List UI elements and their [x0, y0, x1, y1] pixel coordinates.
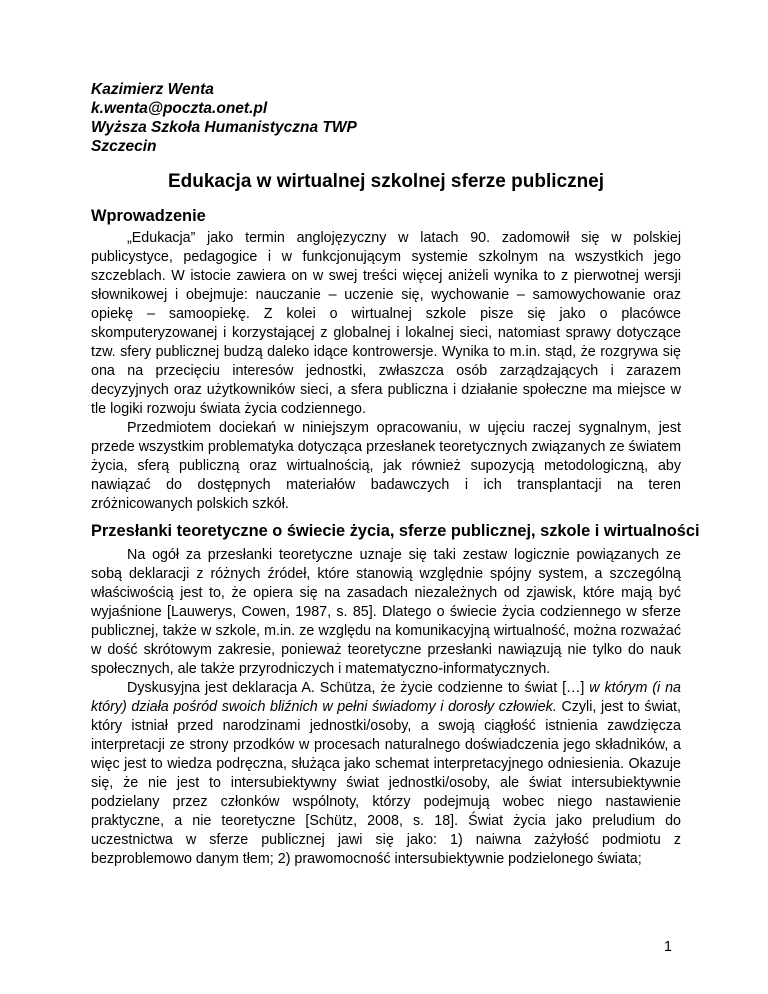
author-institution: Wyższa Szkoła Humanistyczna TWP — [91, 119, 357, 136]
paragraph-theory-1: Na ogół za przesłanki teoretyczne uznaje się taki zestaw logicznie powiązanych ze sobą deklaracji z różnych źródeł, które stanowią względnie spójny system, a szczególną właściwością jest to, że opiera się na zasadach niezależnych od zjawisk, które mają być wyjaśnione [Lauwerys, Cowen, 1987, s. 85]. Dlatego o świecie życia codziennego w sferze publicznej, także w szkole, m.in. ze względu na komunikacyjną wirtualność, można rozważać w dość skrótowym zakresie, ponieważ teoretyczne przesłanki nawiązują nie tylko do nauk społecznych, ale także przyrodniczych i matematyczno-informatycznych. — [91, 547, 681, 677]
document-title: Edukacja w wirtualnej szkolnej sferze publicznej — [167, 171, 605, 192]
paragraph-theory-2 — [91, 679, 681, 869]
author-name: Kazimierz Wenta — [91, 81, 214, 98]
paragraph-intro-2: Przedmiotem dociekań w niniejszym opracowaniu, w ujęciu raczej sygnalnym, jest przede wszystkim problematyka dotycząca przesłanek teoretycznych związanych ze światem życia, sferą publiczną oraz wirtualnością, jak również supozycją metodologiczną, aby nawiązać do dostępnych materiałów badawczych i ich transplantacji na teren zróżnicowanych polskich szkół. — [91, 420, 681, 512]
section-heading-theory: Przesłanki teoretyczne o świecie życia, sferze publicznej, szkole i wirtualności — [91, 522, 700, 540]
author-email: k.wenta@poczta.onet.pl — [91, 100, 268, 117]
paragraph-theory-2-after: Czyli, jest to świat, który istniał przed narodzinami jednostki/osoby, a swoją ciągłość istnienia zawdzięcza interpretacji ze strony przodków w procesach naturalnego doświadczenia jego składników, a więc jest to wiedza podręczna, służąca jako schemat interpretacyjnego odniesienia. Okazuje się, że nie jest to intersubiektywny świat jednostki/osoby, ale świat intersubiektywnie podzielany przez członków wspólnoty, którzy podejmują wobec niego nastawienie praktyczne, a nie teoretyczne [Schütz, 2008, s. 18]. Świat życia jako preludium do uczestnictwa w sferze publicznej jawi się jako: 1) naiwna zażyłość podmiotu z bezproblemowo danym tłem; 2) prawomocność intersubiektywnie podzielonego świata; — [91, 699, 681, 867]
paragraph-intro-1: „Edukacja” jako termin anglojęzyczny w latach 90. zadomowił się w polskiej publicystyce, pedagogice i w funkcjonującym systemie szkolnym na wszystkich jego szczeblach. W istocie zawiera on w swej treści więcej aniżeli wynika to z pierwotnej wersji słownikowej i obejmuje: nauczanie – uczenie się, wychowanie – samowychowanie oraz opiekę – samoopiekę. Z kolei o wirtualnej szkole pisze się jako o placówce skomputeryzowanej i korzystającej z globalnej i lokalnej sieci, natomiast sprawy dotyczące tzw. sfery publicznej budzą daleko idące kontrowersje. Wynika to m.in. stąd, że rozgrywa się ona na przecięciu interesów jednostki, zwłaszcza osób zarządzających i zarazem decyzyjnych oraz użytkowników sieci, a sfera publiczna i działanie społeczne ma miejsce w tle logiki rozwoju świata życia codziennego. — [91, 230, 681, 417]
document-page — [91, 80, 700, 869]
page-number: 1 — [664, 939, 672, 955]
author-city: Szczecin — [91, 138, 157, 155]
paragraph-theory-2-before: Dyskusyjna jest deklaracja A. Schütza, że życie codzienne to świat […] — [127, 680, 590, 696]
section-heading-introduction: Wprowadzenie — [91, 207, 206, 225]
paragraph-theory-2-quote: w którym (i na który) działa pośród swoich bliźnich w pełni świadomy i dorosły człowiek. — [91, 680, 681, 715]
